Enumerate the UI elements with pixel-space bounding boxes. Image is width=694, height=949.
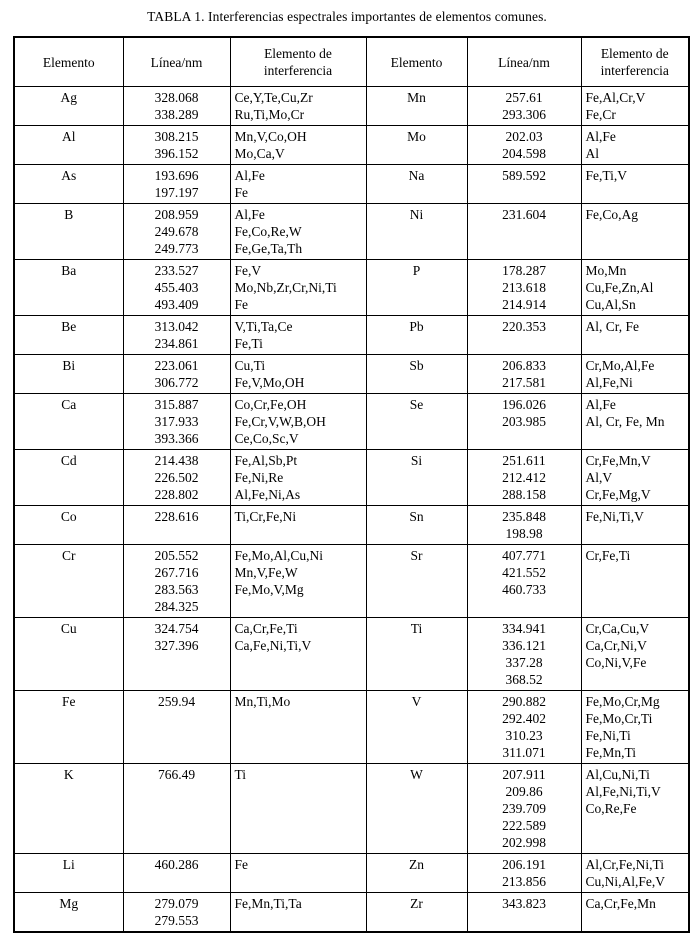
wavelength-list-line: 279.079	[154, 896, 199, 911]
wavelength-list-cell	[467, 165, 581, 204]
element-symbol-cell	[366, 260, 467, 316]
element-symbol-line: Zr	[410, 896, 423, 911]
wavelength-list-line: 178.287	[502, 263, 546, 278]
wavelength-list-line: 196.026	[502, 397, 546, 412]
wavelength-list-line: 207.911	[502, 767, 546, 782]
wavelength-list-cell	[467, 394, 581, 450]
interference-list-cell	[230, 893, 366, 933]
wavelength-list-line: 293.306	[502, 107, 546, 122]
wavelength-list-line: 493.409	[154, 297, 199, 312]
wavelength-list-line: 290.882	[502, 694, 546, 709]
element-symbol-line: Pb	[409, 319, 424, 334]
wavelength-list-cell	[467, 764, 581, 854]
table-row	[14, 394, 689, 450]
wavelength-list-cell	[123, 506, 230, 545]
element-symbol-cell	[14, 165, 123, 204]
wavelength-list-line: 213.856	[502, 874, 546, 889]
element-symbol-line: Al	[62, 129, 76, 144]
wavelength-list-line: 368.52	[505, 672, 543, 687]
wavelength-list-line: 239.709	[502, 801, 546, 816]
wavelength-list-line: 766.49	[157, 767, 196, 782]
wavelength-list-line: 313.042	[154, 319, 199, 334]
wavelength-list-cell	[123, 355, 230, 394]
interference-list-cell	[581, 506, 689, 545]
interference-list-line: Fe,Ge,Ta,Th	[234, 241, 303, 256]
wavelength-list-line: 204.598	[502, 146, 546, 161]
wavelength-list-line: 249.773	[154, 241, 199, 256]
wavelength-list-cell	[123, 165, 230, 204]
interference-list-line: Mo,Ca,V	[234, 146, 285, 161]
wavelength-list-line: 324.754	[154, 621, 199, 636]
wavelength-list-line: 251.611	[502, 453, 546, 468]
element-symbol-line: V	[411, 694, 422, 709]
wavelength-list-cell	[467, 316, 581, 355]
wavelength-list-line: 205.552	[154, 548, 199, 563]
interference-list-cell	[581, 618, 689, 691]
wavelength-list-line: 393.366	[154, 431, 199, 446]
element-symbol-cell	[366, 618, 467, 691]
interference-list-line: Al,Fe	[234, 168, 265, 183]
interference-list-line: Mn,V,Fe,W	[234, 565, 298, 580]
wavelength-list-line: 212.412	[502, 470, 546, 485]
interference-list-line: Fe,Mn,Ti,Ta	[234, 896, 302, 911]
wavelength-list-line: 455.403	[154, 280, 199, 295]
element-symbol-line: Bi	[62, 358, 76, 373]
interference-list-line: Fe,Mo,Al,Cu,Ni	[234, 548, 324, 563]
element-symbol-line: Zn	[409, 857, 424, 872]
interference-list-line: Ti,Cr,Fe,Ni	[234, 509, 297, 524]
interference-list-cell	[581, 316, 689, 355]
wavelength-list-cell	[467, 126, 581, 165]
table-row	[14, 204, 689, 260]
table-row	[14, 355, 689, 394]
header-interference-right: Elemento de interferencia	[581, 37, 689, 87]
element-symbol-cell	[14, 316, 123, 355]
element-symbol-line: Li	[62, 857, 75, 872]
interference-list-cell	[581, 893, 689, 933]
element-symbol-line: Si	[410, 453, 423, 468]
wavelength-list-cell	[467, 450, 581, 506]
wavelength-list-line: 334.941	[502, 621, 546, 636]
element-symbol-cell	[366, 764, 467, 854]
wavelength-list-line: 198.98	[505, 526, 543, 541]
wavelength-list-cell	[467, 87, 581, 126]
table-row	[14, 691, 689, 764]
wavelength-list-cell	[123, 394, 230, 450]
interference-list-line: Al	[585, 146, 599, 161]
element-symbol-line: Ti	[410, 621, 423, 636]
interference-list-line: Cr,Fe,Mn,V	[585, 453, 651, 468]
spectral-interference-table	[13, 36, 690, 933]
element-symbol-line: Cr	[62, 548, 76, 563]
interference-list-line: Fe	[234, 185, 248, 200]
table-row	[14, 260, 689, 316]
header-interference-left: Elemento de interferencia	[230, 37, 366, 87]
wavelength-list-line: 257.61	[505, 90, 543, 105]
element-symbol-cell	[366, 545, 467, 618]
element-symbol-line: P	[412, 263, 421, 278]
interference-list-cell	[581, 854, 689, 893]
interference-list-line: Fe,V	[234, 263, 262, 278]
header-element-left: Elemento	[14, 37, 123, 87]
interference-list-line: Cu,Ni,Al,Fe,V	[585, 874, 666, 889]
element-symbol-line: Co	[60, 509, 77, 524]
wavelength-list-line: 234.861	[154, 336, 199, 351]
interference-list-line: Cr,Fe,Mg,V	[585, 487, 651, 502]
interference-list-line: Ca,Cr,Fe,Mn	[585, 896, 656, 911]
wavelength-list-cell	[123, 618, 230, 691]
wavelength-list-line: 214.914	[502, 297, 546, 312]
element-symbol-line: Cu	[60, 621, 77, 636]
element-symbol-line: As	[61, 168, 77, 183]
wavelength-list-line: 338.289	[154, 107, 199, 122]
wavelength-list-cell	[123, 764, 230, 854]
interference-list-line: Ce,Y,Te,Cu,Zr	[234, 90, 313, 105]
element-symbol-cell	[14, 764, 123, 854]
interference-list-cell	[581, 764, 689, 854]
element-symbol-cell	[14, 691, 123, 764]
wavelength-list-cell	[467, 691, 581, 764]
wavelength-list-line: 223.061	[154, 358, 199, 373]
element-symbol-cell	[14, 450, 123, 506]
element-symbol-line: Mn	[407, 90, 426, 105]
wavelength-list-line: 288.158	[502, 487, 546, 502]
interference-list-line: Ru,Ti,Mo,Cr	[234, 107, 305, 122]
element-symbol-cell	[366, 355, 467, 394]
interference-list-cell	[230, 545, 366, 618]
table-row	[14, 764, 689, 854]
wavelength-list-line: 589.592	[502, 168, 546, 183]
interference-list-line: Fe,Mo,Cr,Ti	[585, 711, 653, 726]
table-row	[14, 893, 689, 933]
table-row	[14, 87, 689, 126]
wavelength-list-cell	[467, 260, 581, 316]
table-row	[14, 316, 689, 355]
element-symbol-line: B	[64, 207, 74, 222]
interference-list-line: Cu,Al,Sn	[585, 297, 636, 312]
element-symbol-cell	[14, 87, 123, 126]
wavelength-list-cell	[123, 893, 230, 933]
interference-list-line: Cu,Fe,Zn,Al	[585, 280, 654, 295]
interference-list-line: Al,Fe	[585, 397, 616, 412]
element-symbol-line: Se	[409, 397, 424, 412]
wavelength-list-cell	[467, 506, 581, 545]
wavelength-list-line: 214.438	[154, 453, 199, 468]
header-line-nm-right: Línea/nm	[467, 37, 581, 87]
element-symbol-cell	[366, 126, 467, 165]
element-symbol-cell	[14, 394, 123, 450]
element-symbol-cell	[14, 126, 123, 165]
element-symbol-cell	[366, 450, 467, 506]
interference-list-line: Fe,Ni,Ti	[585, 728, 631, 743]
element-symbol-cell	[14, 854, 123, 893]
wavelength-list-cell	[123, 260, 230, 316]
wavelength-list-line: 193.696	[154, 168, 199, 183]
interference-list-cell	[581, 450, 689, 506]
wavelength-list-line: 396.152	[154, 146, 199, 161]
interference-list-line: Al, Cr, Fe	[585, 319, 639, 334]
wavelength-list-line: 267.716	[154, 565, 199, 580]
interference-list-line: Fe,Mo,V,Mg	[234, 582, 304, 597]
wavelength-list-line: 203.985	[502, 414, 546, 429]
wavelength-list-line: 311.071	[502, 745, 546, 760]
interference-list-cell	[230, 506, 366, 545]
interference-list-line: Al,Fe,Ni,Ti,V	[585, 784, 661, 799]
wavelength-list-line: 220.353	[502, 319, 546, 334]
element-symbol-line: Sb	[409, 358, 424, 373]
wavelength-list-line: 315.887	[154, 397, 199, 412]
wavelength-list-line: 206.191	[502, 857, 546, 872]
table-row	[14, 165, 689, 204]
interference-list-line: Cu,Ti	[234, 358, 266, 373]
wavelength-list-line: 308.215	[154, 129, 199, 144]
element-symbol-cell	[366, 204, 467, 260]
interference-list-cell	[230, 316, 366, 355]
element-symbol-cell	[366, 87, 467, 126]
table-row	[14, 126, 689, 165]
interference-list-cell	[230, 618, 366, 691]
wavelength-list-line: 228.616	[154, 509, 199, 524]
element-symbol-line: Ba	[61, 263, 77, 278]
element-symbol-cell	[14, 260, 123, 316]
interference-list-line: Al,V	[585, 470, 613, 485]
element-symbol-cell	[366, 394, 467, 450]
wavelength-list-line: 222.589	[502, 818, 546, 833]
interference-list-line: Ca,Cr,Ni,V	[585, 638, 647, 653]
interference-list-line: Al,Fe,Ni	[585, 375, 633, 390]
element-symbol-cell	[14, 506, 123, 545]
wavelength-list-cell	[467, 618, 581, 691]
interference-list-cell	[230, 854, 366, 893]
wavelength-list-line: 208.959	[154, 207, 199, 222]
header-element-right: Elemento	[366, 37, 467, 87]
wavelength-list-line: 259.94	[157, 694, 196, 709]
element-symbol-line: W	[410, 767, 423, 782]
wavelength-list-line: 337.28	[505, 655, 543, 670]
table-title: TABLA 1. Interferencias espectrales importantes de elementos comunes.	[147, 9, 547, 24]
element-symbol-line: Sr	[410, 548, 423, 563]
wavelength-list-cell	[123, 450, 230, 506]
interference-list-line: Mn,Ti,Mo	[234, 694, 291, 709]
interference-list-cell	[581, 260, 689, 316]
wavelength-list-line: 327.396	[154, 638, 199, 653]
interference-list-line: Mo,Mn	[585, 263, 627, 278]
interference-list-line: Co,Cr,Fe,OH	[234, 397, 307, 412]
interference-list-cell	[230, 165, 366, 204]
interference-list-line: V,Ti,Ta,Ce	[234, 319, 293, 334]
interference-list-line: Cr,Fe,Ti	[585, 548, 631, 563]
interference-list-cell	[230, 764, 366, 854]
element-symbol-line: K	[63, 767, 74, 782]
element-symbol-line: Ca	[61, 397, 77, 412]
interference-list-line: Al,Fe	[585, 129, 616, 144]
interference-list-cell	[230, 260, 366, 316]
wavelength-list-cell	[467, 204, 581, 260]
interference-list-line: Mo,Nb,Zr,Cr,Ni,Ti	[234, 280, 337, 295]
wavelength-list-line: 249.678	[154, 224, 199, 239]
wavelength-list-line: 283.563	[154, 582, 199, 597]
wavelength-list-line: 407.771	[502, 548, 546, 563]
interference-list-line: Al,Cu,Ni,Ti	[585, 767, 650, 782]
wavelength-list-cell	[123, 87, 230, 126]
interference-list-cell	[230, 394, 366, 450]
element-symbol-cell	[14, 618, 123, 691]
interference-list-cell	[230, 355, 366, 394]
interference-list-line: Ce,Co,Sc,V	[234, 431, 299, 446]
element-symbol-line: Na	[408, 168, 425, 183]
wavelength-list-line: 328.068	[154, 90, 199, 105]
interference-list-line: Fe,Cr	[585, 107, 616, 122]
element-symbol-line: Mg	[59, 896, 79, 911]
interference-list-cell	[581, 126, 689, 165]
interference-list-line: Al,Fe,Ni,As	[234, 487, 301, 502]
element-symbol-line: Ni	[409, 207, 424, 222]
table-body	[14, 87, 689, 933]
wavelength-list-cell	[123, 316, 230, 355]
interference-list-line: Fe,Mo,Cr,Mg	[585, 694, 660, 709]
interference-list-line: Fe,Ni,Re	[234, 470, 284, 485]
interference-list-line: Al, Cr, Fe, Mn	[585, 414, 665, 429]
interference-list-cell	[581, 165, 689, 204]
interference-list-line: Fe	[234, 297, 248, 312]
element-symbol-cell	[366, 165, 467, 204]
wavelength-list-line: 217.581	[502, 375, 546, 390]
element-symbol-cell	[366, 691, 467, 764]
wavelength-list-line: 228.802	[154, 487, 199, 502]
table-row	[14, 618, 689, 691]
element-symbol-cell	[366, 316, 467, 355]
wavelength-list-line: 460.286	[154, 857, 199, 872]
wavelength-list-line: 233.527	[154, 263, 199, 278]
table-row	[14, 854, 689, 893]
interference-list-cell	[230, 204, 366, 260]
element-symbol-cell	[366, 506, 467, 545]
wavelength-list-line: 279.553	[154, 913, 199, 928]
wavelength-list-cell	[467, 854, 581, 893]
interference-list-line: Fe,Co,Ag	[585, 207, 639, 222]
interference-list-cell	[230, 450, 366, 506]
interference-list-line: Fe,Mn,Ti	[585, 745, 637, 760]
interference-list-line: Ca,Cr,Fe,Ti	[234, 621, 298, 636]
interference-list-line: Fe,Ti,V	[585, 168, 628, 183]
interference-list-line: Fe,Ni,Ti,V	[585, 509, 644, 524]
element-symbol-line: Be	[61, 319, 77, 334]
interference-list-cell	[581, 691, 689, 764]
wavelength-list-cell	[123, 854, 230, 893]
element-symbol-cell	[14, 204, 123, 260]
element-symbol-line: Fe	[62, 694, 76, 709]
element-symbol-line: Sn	[409, 509, 424, 524]
wavelength-list-line: 284.325	[154, 599, 199, 614]
table-row	[14, 506, 689, 545]
interference-list-cell	[581, 355, 689, 394]
wavelength-list-line: 197.197	[154, 185, 199, 200]
interference-list-cell	[230, 87, 366, 126]
interference-list-line: Ti	[234, 767, 247, 782]
interference-list-line: Fe,Ti	[234, 336, 263, 351]
wavelength-list-cell	[467, 893, 581, 933]
wavelength-list-cell	[123, 691, 230, 764]
interference-list-line: Fe,Al,Sb,Pt	[234, 453, 298, 468]
interference-list-line: Fe	[234, 857, 248, 872]
wavelength-list-cell	[123, 204, 230, 260]
element-symbol-cell	[14, 545, 123, 618]
wavelength-list-line: 343.823	[502, 896, 546, 911]
wavelength-list-line: 310.23	[505, 728, 543, 743]
wavelength-list-cell	[467, 355, 581, 394]
interference-list-cell	[581, 545, 689, 618]
table-row	[14, 450, 689, 506]
wavelength-list-line: 226.502	[154, 470, 199, 485]
wavelength-list-line: 460.733	[502, 582, 546, 597]
wavelength-list-line: 202.03	[505, 129, 543, 144]
wavelength-list-cell	[123, 545, 230, 618]
interference-list-line: Ca,Fe,Ni,Ti,V	[234, 638, 312, 653]
interference-list-line: Cr,Ca,Cu,V	[585, 621, 650, 636]
element-symbol-cell	[366, 854, 467, 893]
interference-list-line: Al,Cr,Fe,Ni,Ti	[585, 857, 664, 872]
interference-list-line: Fe,Co,Re,W	[234, 224, 302, 239]
element-symbol-line: Ag	[60, 90, 77, 105]
interference-list-line: Cr,Mo,Al,Fe	[585, 358, 655, 373]
header-line-nm-left: Línea/nm	[123, 37, 230, 87]
wavelength-list-line: 292.402	[502, 711, 546, 726]
interference-list-line: Fe,V,Mo,OH	[234, 375, 305, 390]
wavelength-list-line: 421.552	[502, 565, 546, 580]
wavelength-list-line: 209.86	[505, 784, 543, 799]
element-symbol-cell	[14, 355, 123, 394]
wavelength-list-cell	[123, 126, 230, 165]
interference-list-line: Al,Fe	[234, 207, 265, 222]
wavelength-list-line: 213.618	[502, 280, 546, 295]
interference-list-cell	[581, 394, 689, 450]
wavelength-list-cell	[467, 545, 581, 618]
interference-list-line: Mn,V,Co,OH	[234, 129, 307, 144]
element-symbol-cell	[366, 893, 467, 933]
interference-list-cell	[581, 204, 689, 260]
table-row	[14, 545, 689, 618]
interference-list-cell	[581, 87, 689, 126]
wavelength-list-line: 231.604	[502, 207, 546, 222]
wavelength-list-line: 202.998	[502, 835, 546, 850]
wavelength-list-line: 206.833	[502, 358, 546, 373]
interference-list-cell	[230, 691, 366, 764]
wavelength-list-line: 306.772	[154, 375, 199, 390]
element-symbol-line: Mo	[407, 129, 426, 144]
wavelength-list-line: 336.121	[502, 638, 546, 653]
element-symbol-line: Cd	[60, 453, 77, 468]
element-symbol-cell	[14, 893, 123, 933]
wavelength-list-line: 235.848	[502, 509, 546, 524]
table-header-row	[14, 37, 689, 87]
interference-list-line: Fe,Al,Cr,V	[585, 90, 646, 105]
interference-list-line: Co,Re,Fe	[585, 801, 637, 816]
interference-list-cell	[230, 126, 366, 165]
interference-list-line: Co,Ni,V,Fe	[585, 655, 647, 670]
wavelength-list-line: 317.933	[154, 414, 199, 429]
interference-list-line: Fe,Cr,V,W,B,OH	[234, 414, 326, 429]
